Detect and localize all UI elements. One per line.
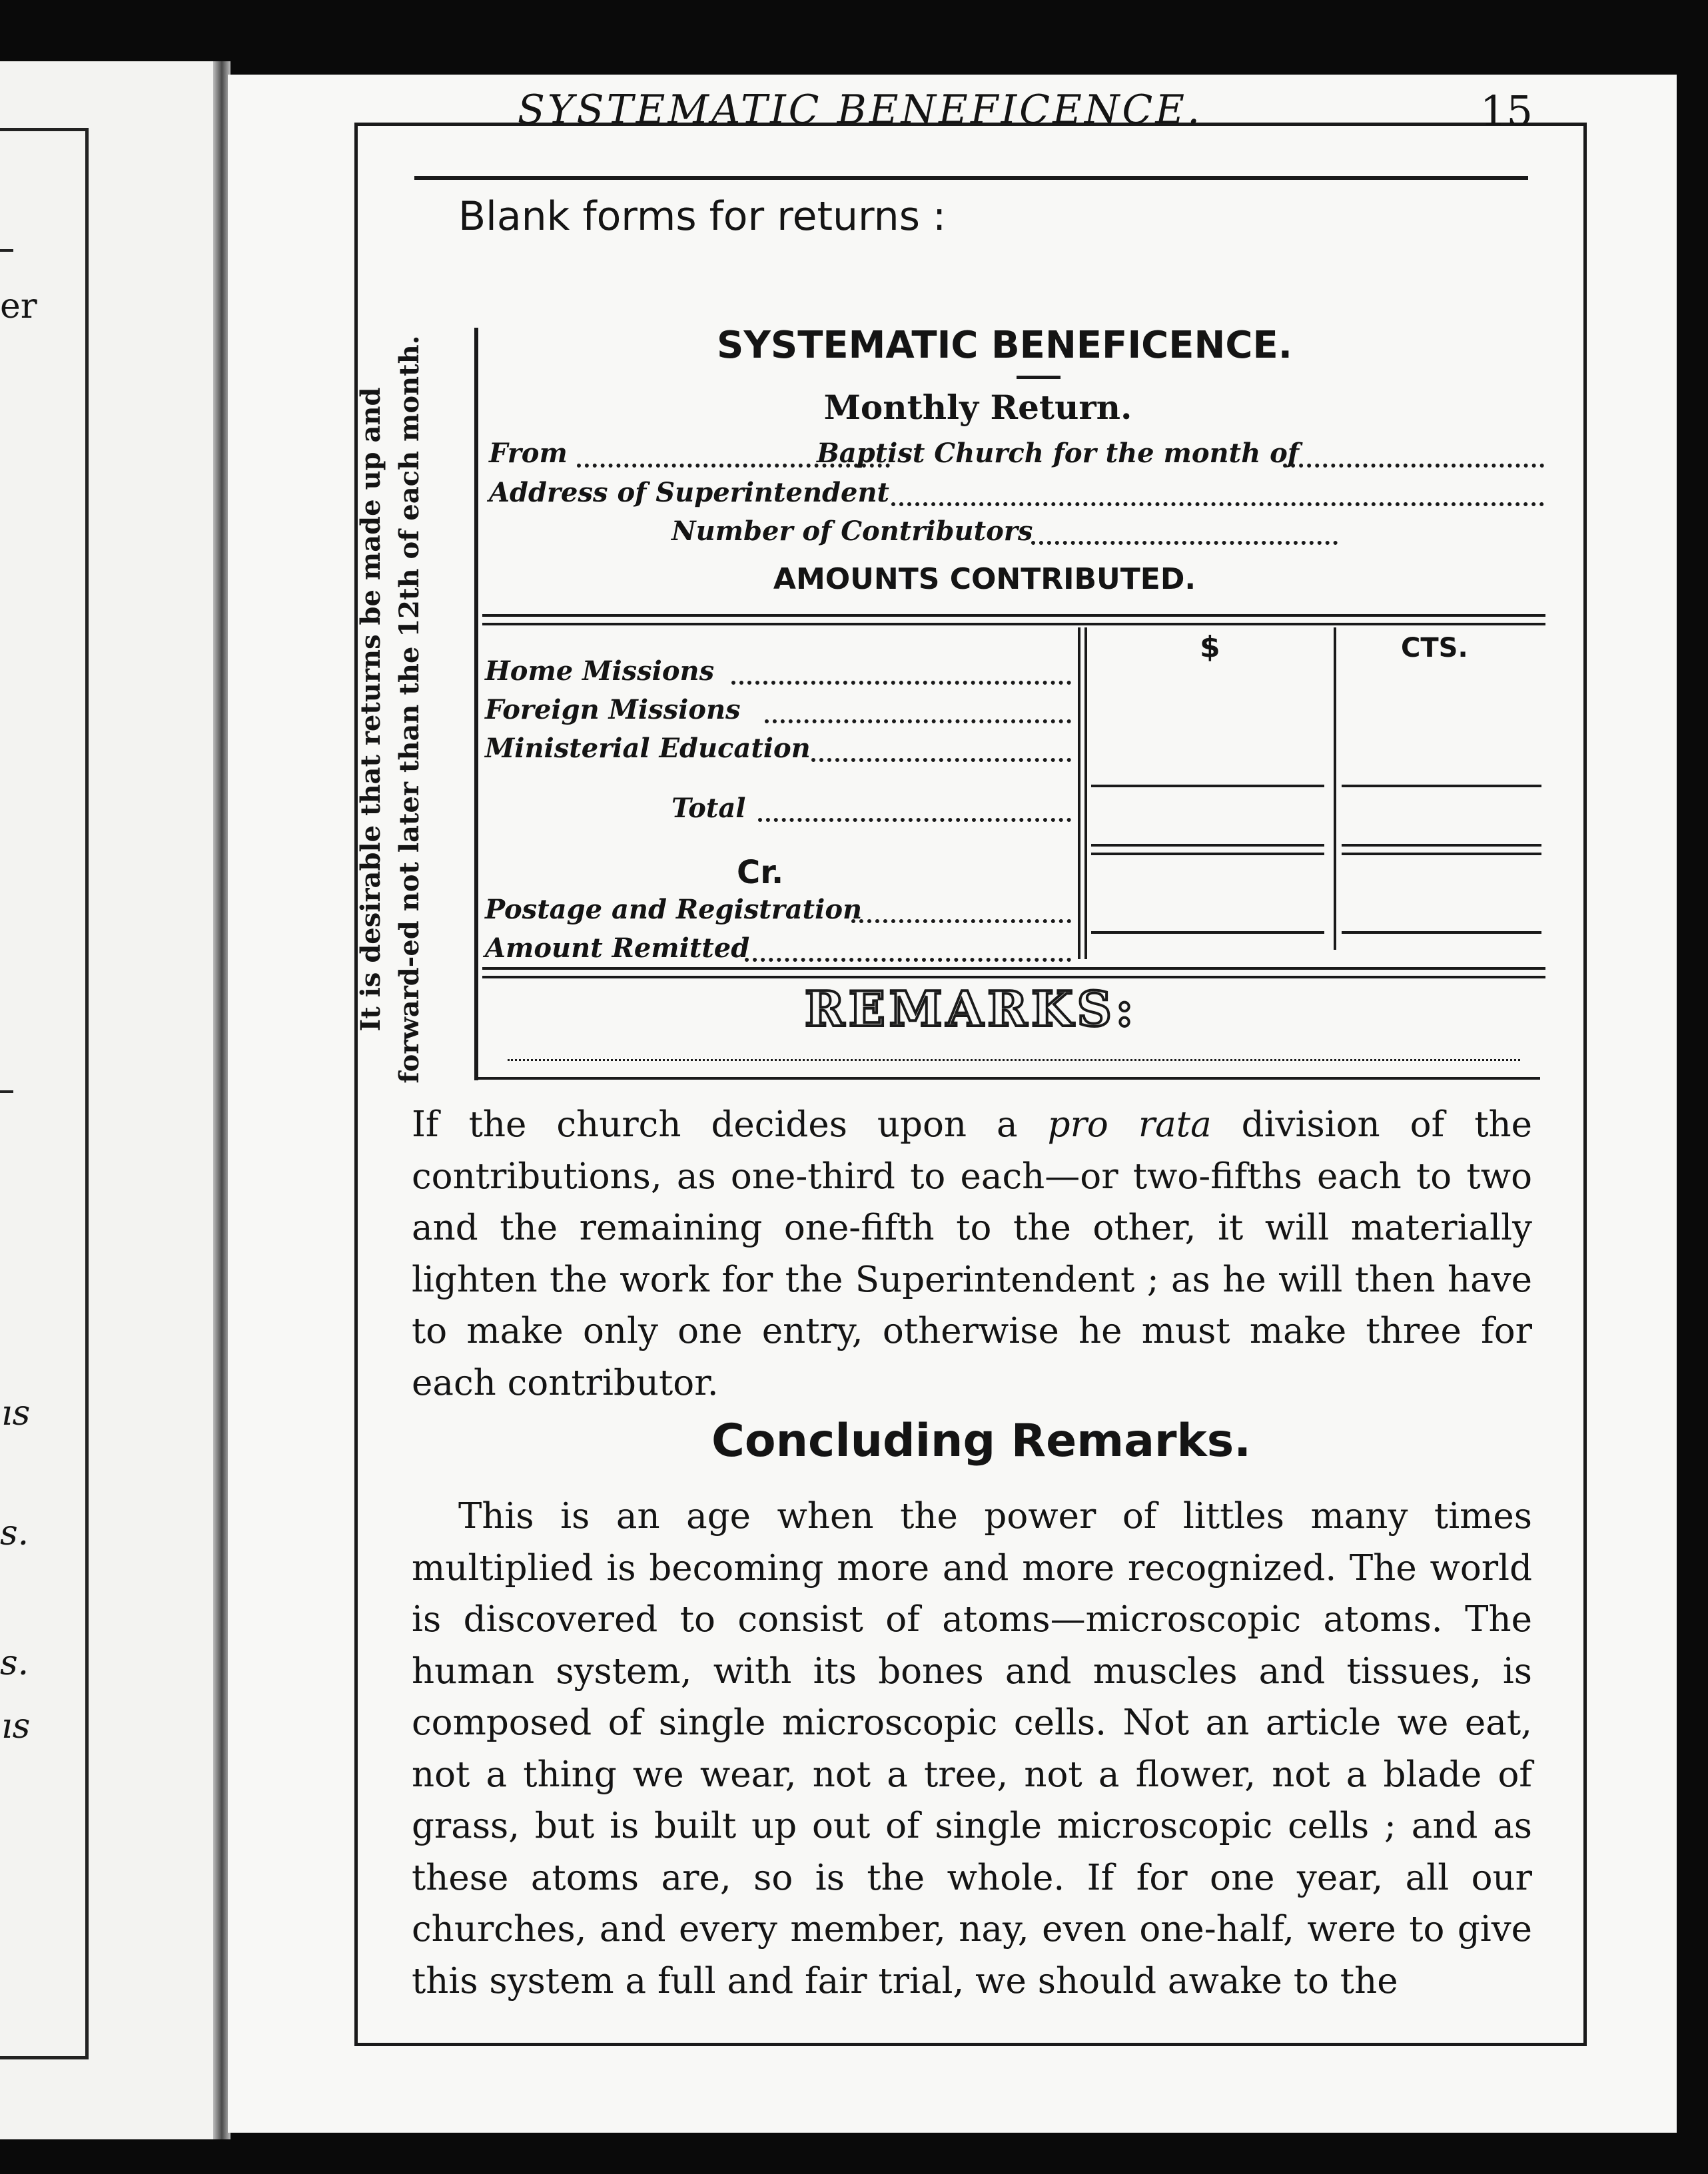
- church-label: Baptist Church for the month of: [817, 438, 1300, 469]
- column-divider: [1334, 627, 1336, 950]
- cents-column-header: CTS.: [1401, 633, 1468, 663]
- remitted-leader: [745, 958, 1071, 962]
- left-page-fragment: s.: [0, 1513, 29, 1553]
- home-missions-label: Home Missions: [485, 655, 715, 687]
- concluding-paragraph: This is an age when the power of littles many times multiplied is becoming more and more recognized. The world is discovered to consist of atoms—microscopic atoms. The human system, with its bones and muscles and tissues, is composed of single microscopic cells. Not an article we eat, not a thing we wear, not a tree, not a flower, not a blade of grass, but is built up out of single microscopic cells ; and as these atoms are, so is the whole. If for one year, all our churches, and every member, nay, even one-half, were to give this system a full and fair trial, we should awake to the: [412, 1496, 1532, 2001]
- remitted-rule: [1091, 931, 1324, 934]
- running-head: SYSTEMATIC BENEFICENCE.: [517, 87, 1203, 133]
- total-rule: [1342, 844, 1541, 847]
- remitted-label: Amount Remitted: [485, 932, 750, 964]
- dollars-column-header: $: [1200, 630, 1220, 664]
- foreign-missions-leader: [765, 719, 1071, 723]
- intro-line: Blank forms for returns :: [458, 193, 947, 240]
- column-divider: [1078, 627, 1080, 959]
- left-page-fragment: er: [0, 286, 37, 326]
- contributors-field[interactable]: [1031, 541, 1338, 545]
- remarks-heading: REMARKS:: [805, 980, 1138, 1037]
- amounts-heading: AMOUNTS CONTRIBUTED.: [773, 562, 1196, 596]
- total-rule: [1091, 844, 1324, 847]
- from-label: From: [489, 438, 568, 469]
- left-page-rule: [0, 1090, 13, 1093]
- total-leader: [758, 818, 1071, 822]
- subtotal-rule: [1091, 785, 1324, 787]
- section-heading: Concluding Remarks.: [711, 1415, 1252, 1467]
- ministerial-education-leader: [811, 758, 1071, 762]
- left-page-fragment: ıs: [1, 1706, 31, 1746]
- header-rule: [414, 176, 1528, 180]
- table-bottom-rule: [482, 967, 1545, 970]
- form-subtitle: Monthly Return.: [823, 388, 1132, 427]
- column-divider: [1084, 627, 1087, 959]
- left-page-fragment: ıs: [1, 1393, 31, 1433]
- form-title: SYSTEMATIC BENEFICENCE.: [716, 324, 1292, 367]
- total-label: Total: [671, 793, 746, 824]
- home-missions-leader: [731, 681, 1071, 685]
- ministerial-education-label: Ministerial Education: [485, 733, 811, 764]
- contributors-label: Number of Contributors: [671, 516, 1033, 547]
- superintendent-field[interactable]: [891, 502, 1544, 506]
- postage-leader: [851, 919, 1071, 923]
- total-rule: [1091, 853, 1324, 855]
- paragraph-italic: pro rata: [1047, 1104, 1212, 1145]
- paragraph-text: division of the contributions, as one-third to each—or two-fifths each to two and the remaining one-fifth to the other, it will materially lighten the work for the Superintendent ; as he will then have to make only one entry, otherwise he must make three for each contributor.: [412, 1104, 1532, 1403]
- subtotal-rule: [1342, 785, 1541, 787]
- left-page-fragment: s.: [0, 1643, 29, 1683]
- return-form: [474, 324, 1540, 1080]
- paragraph-text: If the church decides upon a: [412, 1104, 1048, 1145]
- side-note: It is desirable that returns be made up and forward-ed not later than the 12th of each month.: [355, 335, 425, 1084]
- table-bottom-rule: [482, 976, 1545, 978]
- month-field[interactable]: [1283, 464, 1544, 468]
- pro-rata-paragraph: [412, 1099, 1532, 1409]
- table-top-rule: [482, 614, 1545, 617]
- table-top-rule: [482, 623, 1545, 625]
- foreign-missions-label: Foreign Missions: [485, 694, 741, 725]
- credit-heading: Cr.: [737, 854, 784, 891]
- left-page-rule: [0, 249, 13, 252]
- postage-label: Postage and Registration: [485, 894, 863, 925]
- left-page-frame: [0, 128, 89, 2059]
- page-number: 15: [1480, 87, 1533, 135]
- title-dash: [1017, 376, 1061, 379]
- superintendent-label: Address of Superintendent: [489, 477, 889, 508]
- form-bottom-rule: [478, 1077, 1540, 1080]
- total-rule: [1342, 853, 1541, 855]
- remarks-field[interactable]: [508, 1059, 1520, 1061]
- remitted-rule: [1342, 931, 1541, 934]
- left-facing-page: [0, 61, 223, 2139]
